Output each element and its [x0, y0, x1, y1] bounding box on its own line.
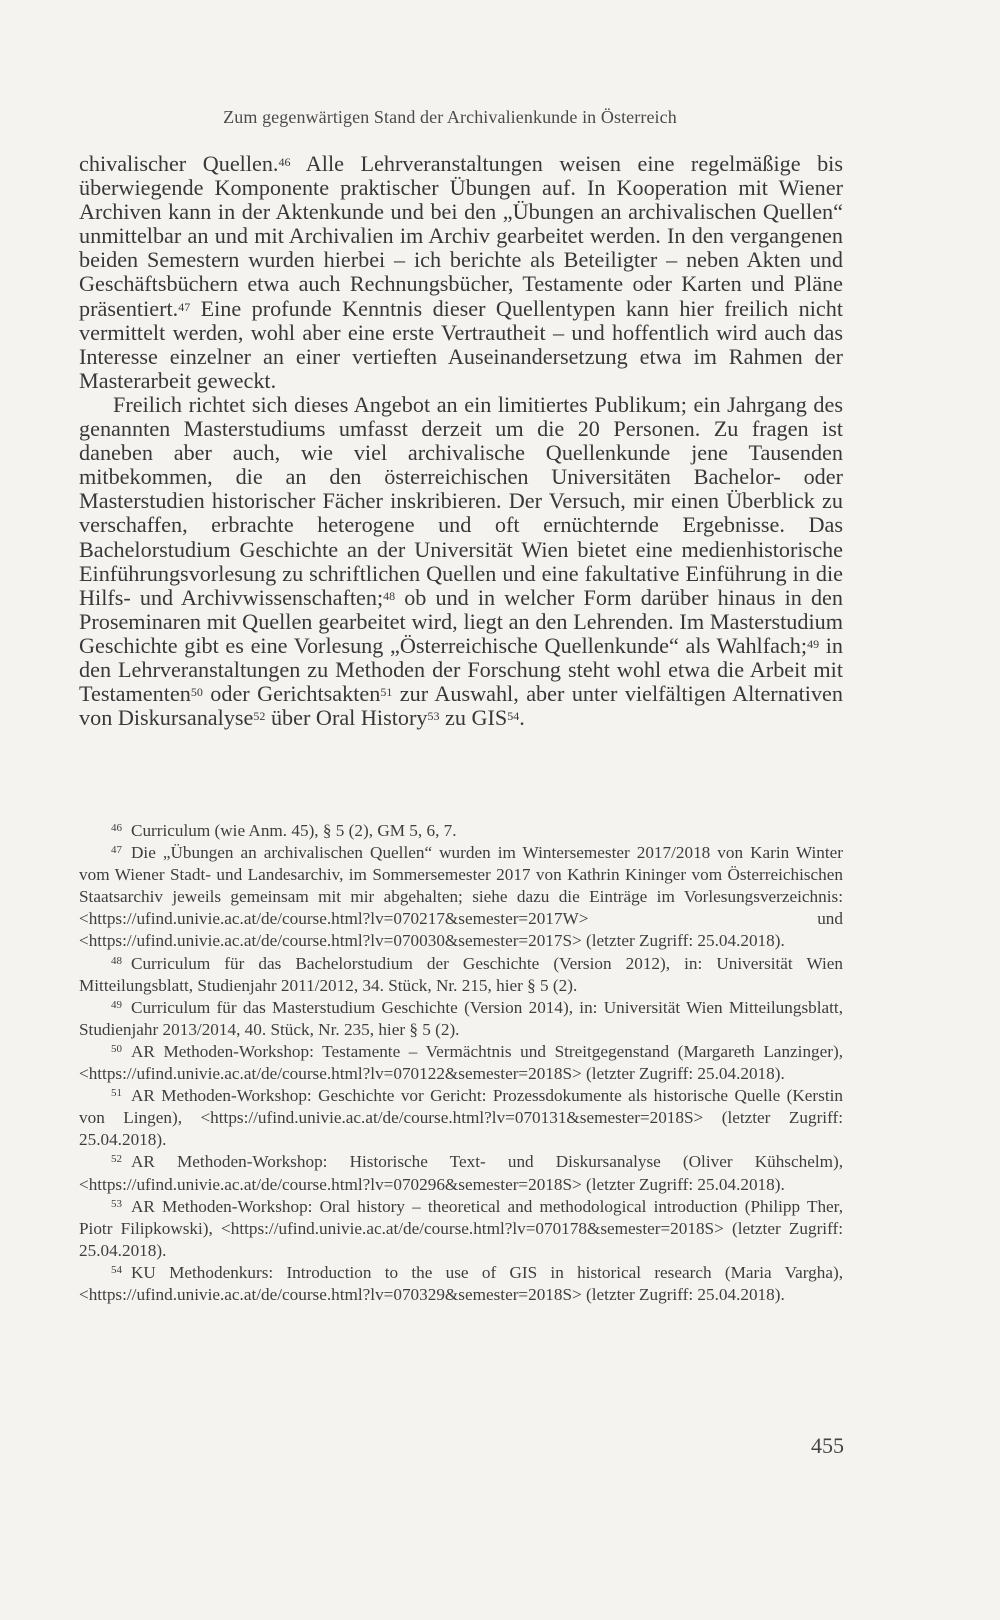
footnote-ref-51[interactable]: 51 — [380, 685, 393, 700]
text-segment: zu GIS — [439, 705, 508, 731]
text-segment: ob und in welcher Form darüber hinaus in den Proseminaren mit Quellen gearbeitet wird, liegt an den Lehrenden. Im Masterstudium Geschichte gibt es eine Vorlesung „Österreichische Quellenkunde“ als Wahlfach; — [79, 584, 843, 658]
paragraph-2 — [79, 393, 843, 730]
footnote-52 — [79, 1151, 843, 1195]
text-segment: oder Gerichtsakten — [202, 681, 381, 707]
footnote-ref-47[interactable]: 47 — [178, 299, 191, 314]
footnote-text: KU Methodenkurs: Introduction to the use of GIS in historical research (Maria Vargha), <https://ufind.univie.ac.at/de/course.html?lv=070329&semester=2018S> (letzter Zugriff: 25.04.2018). — [79, 1262, 843, 1304]
running-title: Zum gegenwärtigen Stand der Archivalienkunde in Österreich — [223, 107, 677, 127]
text-segment: . — [519, 705, 525, 731]
footnote-text: AR Methoden-Workshop: Testamente – Vermächtnis und Streitgegenstand (Margareth Lanzinger), <https://ufind.univie.ac.at/de/course.html?lv=070122&semester=2018S> (letzter Zugriff: 25.04.2018). — [79, 1041, 843, 1084]
footnote-number: 51 — [111, 1087, 122, 1100]
footnote-ref-53[interactable]: 53 — [427, 709, 440, 724]
footnote-53 — [79, 1196, 843, 1262]
text-segment: Eine profunde Kenntnis dieser Quellentypen kann hier freilich nicht vermittelt werden, wohl aber eine erste Vertrautheit – und hoffentlich wird auch das Interesse einzelner an einer vertieften Auseinandersetzung etwa im Rahmen der Masterarbeit geweckt. — [79, 295, 843, 393]
footnotes-section — [79, 820, 843, 1306]
footnote-ref-50[interactable]: 50 — [190, 685, 203, 700]
text-segment: Alle Lehrveranstaltungen weisen eine regelmäßige bis überwiegende Komponente praktischer Übungen auf. In Kooperation mit Wiener Archiven kann in der Aktenkunde und bei den „Übungen an archivalischen Quellen“ unmittelbar an und mit Archivalien im Archiv gearbeitet werden. In den vergangenen beiden Semestern wurden hierbei – ich berichte als Beteiligter – neben Akten und Geschäftsbüchern etwa auch Rechnungsbücher, Testamente oder Karten und Pläne präsentiert. — [79, 151, 843, 321]
text-segment: über Oral History — [265, 705, 428, 731]
footnote-number: 54 — [111, 1263, 122, 1276]
footnote-text: AR Methoden-Workshop: Oral history – theoretical and methodological introduction (Philipp Ther, Piotr Filipkowski), <https://ufind.univie.ac.at/de/course.html?lv=070178&semester=2018S> (letzter Zugriff: 25.04.2018). — [79, 1196, 843, 1260]
footnote-48 — [79, 953, 843, 997]
text-segment: chivalischer Quellen. — [79, 151, 279, 176]
footnote-number: 46 — [111, 822, 122, 834]
footnote-number: 47 — [111, 844, 122, 857]
footnote-text: Curriculum für das Masterstudium Geschichte (Version 2014), in: Universität Wien Mitteilungsblatt, Studienjahr 2013/2014, 40. Stück, Nr. 235, hier § 5 (2). — [79, 997, 843, 1039]
footnote-46 — [79, 820, 843, 842]
footnote-text: Curriculum (wie Anm. 45), § 5 (2), GM 5, 6, 7. — [131, 821, 457, 840]
footnote-50 — [79, 1041, 843, 1085]
footnote-ref-49[interactable]: 49 — [807, 636, 820, 651]
footnote-ref-48[interactable]: 48 — [383, 588, 396, 603]
page-number: 455 — [811, 1433, 844, 1458]
paragraph-1 — [79, 152, 843, 393]
text-segment: Freilich richtet sich dieses Angebot an ein limitiertes Publikum; ein Jahrgang des genannten Masterstudiums umfasst derzeit um die 20 Personen. Zu fragen ist daneben aber auch, wie viel archivalische Quellenkunde jene Tausenden mitbekommen, die an den österreichischen Universitäten Bachelor- oder Masterstudien historischer Fächer inskribieren. Der Versuch, mir einen Überblick zu verschaffen, erbrachte heterogene und oft ernüchternde Ergebnisse. Das Bachelorstudium Geschichte an der Universität Wien bietet eine medienhistorische Einführungsvorlesung zu schriftlichen Quellen und eine fakultative Einführung in die Hilfs- und Archivwissenschaften; — [79, 391, 843, 610]
footnote-text: Curriculum für das Bachelorstudium der Geschichte (Version 2012), in: Universität Wien Mitteilungsblatt, Studienjahr 2011/2012, 34. Stück, Nr. 215, hier § 5 (2). — [79, 953, 843, 995]
main-text — [79, 152, 843, 730]
text-segment: zur Auswahl, aber unter vielfältigen Alternativen von Diskursanalyse — [79, 681, 843, 731]
footnote-number: 52 — [111, 1153, 122, 1166]
footnote-51 — [79, 1085, 843, 1151]
footnote-ref-46[interactable]: 46 — [278, 155, 291, 169]
footnote-ref-54[interactable]: 54 — [507, 709, 520, 724]
footnote-number: 50 — [111, 1042, 122, 1055]
footnote-ref-52[interactable]: 52 — [253, 709, 266, 724]
footnote-text: AR Methoden-Workshop: Geschichte vor Gericht: Prozessdokumente als historische Quelle (Kerstin von Lingen), <https://ufind.univie.ac.at/de/course.html?lv=070131&semester=2018S> (letzter Zugriff: 25.04.2018). — [79, 1086, 843, 1150]
footnote-number: 53 — [111, 1197, 122, 1210]
footnote-54 — [79, 1262, 843, 1306]
text-segment: in den Lehrveranstaltungen zu Methoden der Forschung steht wohl etwa die Arbeit mit Testamenten — [79, 632, 843, 707]
footnote-text: Die „Übungen an archivalischen Quellen“ wurden im Wintersemester 2017/2018 von Karin Winter vom Wiener Stadt- und Landesarchiv, im Sommersemester 2017 von Kathrin Kininger vom Österreichischen Staatsarchiv jeweils gemeinsam mit mir abgehalten; siehe dazu die Einträge im Vorlesungsverzeichnis: <https://ufind.univie.ac.at/de/course.html?lv=070217&semester=2017W> und <https://ufind.univie.ac.at/de/course.html?lv=070030&semester=2017S> (letzter Zugriff: 25.04.2018). — [79, 843, 843, 951]
footnote-number: 48 — [111, 954, 122, 967]
footnote-number: 49 — [111, 998, 122, 1011]
footnote-49 — [79, 997, 843, 1041]
footnote-text: AR Methoden-Workshop: Historische Text- und Diskursanalyse (Oliver Kühschelm), <https://ufind.univie.ac.at/de/course.html?lv=070296&semester=2018S> (letzter Zugriff: 25.04.2018). — [79, 1152, 843, 1194]
footnote-47 — [79, 842, 843, 952]
